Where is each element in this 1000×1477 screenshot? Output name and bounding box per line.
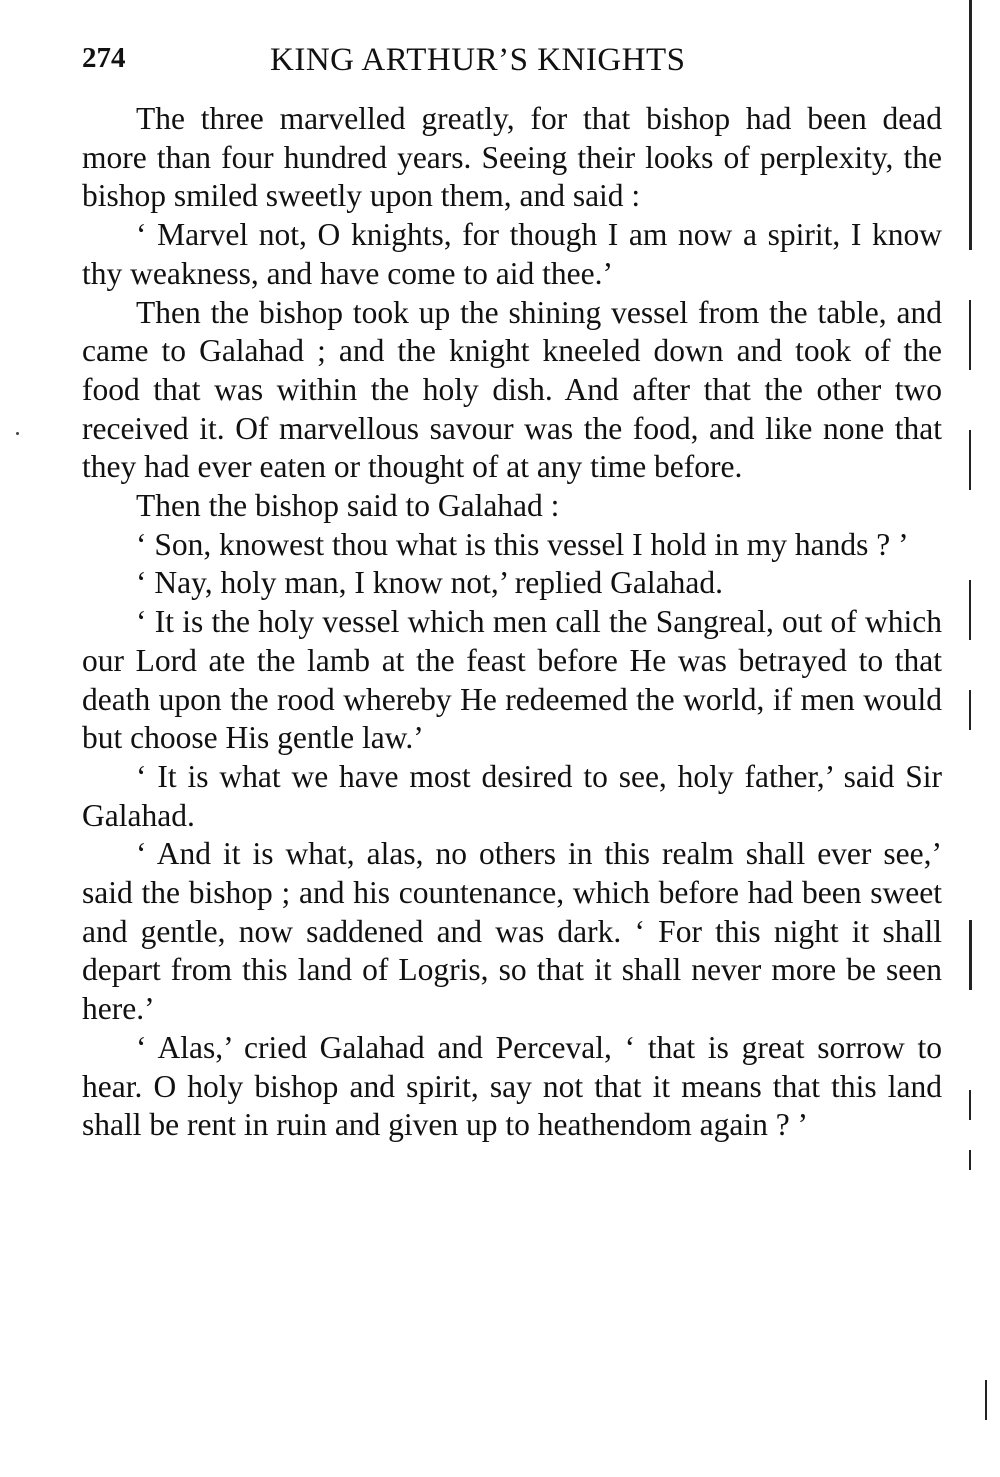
- paragraph: ‘ It is what we have most desired to see, holy father,’ said Sir Galahad.: [82, 758, 942, 833]
- paragraph: The three marvelled greatly, for that bishop had been dead more than four hundred years. Seeing their looks of perplexity, the bishop smiled sweetly upon them, and said :: [82, 101, 942, 214]
- scan-edge-line: [969, 300, 971, 370]
- running-head: KING ARTHUR’S KNIGHTS: [270, 42, 686, 78]
- paragraph: Then the bishop said to Galahad :: [136, 488, 560, 524]
- paragraph: ‘ Son, knowest thou what is this vessel I hold in my hands ? ’: [136, 526, 909, 562]
- scan-edge-line: [969, 690, 971, 730]
- paragraph: ‘ It is the holy vessel which men call the Sangreal, out of which our Lord ate the lamb at the feast before He was betrayed to that death upon the rood whereby He redeemed the world, if men would but choose His gentle law.’: [82, 604, 942, 756]
- scan-edge-line: [985, 1380, 987, 1420]
- paragraph: ‘ Nay, holy man, I know not,’ replied Galahad.: [136, 565, 723, 601]
- scan-edge-line: [969, 430, 971, 490]
- scan-edge-line: [969, 1090, 971, 1120]
- body-text: [82, 100, 942, 1145]
- scan-edge-line: [969, 580, 971, 640]
- scan-edge-line: [969, 1150, 971, 1170]
- scan-edge-line: [969, 0, 972, 250]
- paragraph: ‘ Marvel not, O knights, for though I am now a spirit, I know thy weakness, and have come to aid thee.’: [82, 217, 942, 291]
- scan-speck: [16, 432, 19, 435]
- page-number: 274: [82, 42, 126, 74]
- paragraph: Then the bishop took up the shining vessel from the table, and came to Galahad ; and the knight kneeled down and took of the food that was within the holy dish. And after that the other two received it. Of marvellous savour was the food, and like none that they had ever eaten or thought of at any time before.: [82, 294, 942, 485]
- paragraph: ‘ Alas,’ cried Galahad and Perceval, ‘ that is great sorrow to hear. O holy bishop and spirit, say not that it means that this land shall be rent in ruin and given up to heathendom again ? ’: [82, 1029, 942, 1143]
- page-header: [82, 38, 942, 88]
- paragraph: ‘ And it is what, alas, no others in this realm shall ever see,’ said the bishop ; and his countenance, which before had been sweet and gentle, now saddened and was dark. ‘ For this night it shall depart from this land of Logris, so that it shall never more be seen here.’: [82, 836, 942, 1027]
- scan-edge-line: [969, 920, 972, 990]
